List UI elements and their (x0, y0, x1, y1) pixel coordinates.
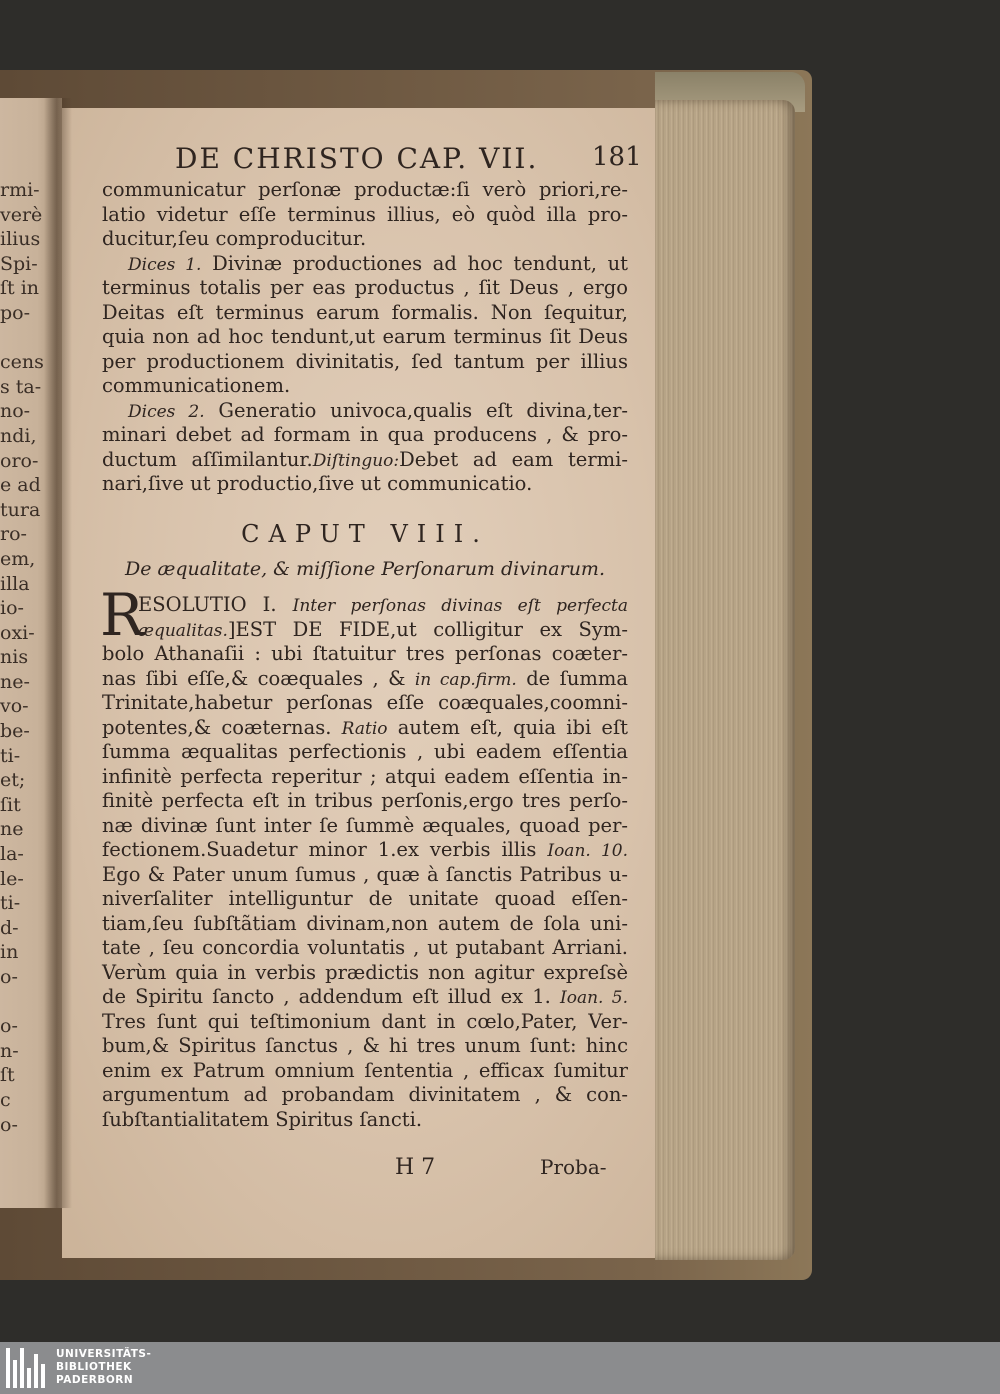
text-line (102, 838, 628, 863)
text-line: communicatur perſonæ productæ:ſi verò priori,re- (102, 178, 628, 201)
gutter-shadow (44, 98, 72, 1208)
text-line: communicationem. (102, 374, 291, 397)
left-fragment-line: o- (0, 1015, 18, 1038)
text-run: nas ſibi eſſe,& coæquales , & (102, 666, 406, 690)
library-name-line: PADERBORN (56, 1373, 134, 1386)
text-line: finitè perfecta eſt in tribus perſonis,ergo tres perſo- (102, 789, 628, 812)
text-run: fectionem.Suadetur minor 1.ex verbis illis (102, 838, 537, 861)
left-fragment-line: ndi, (0, 424, 37, 447)
left-fragment-line: no- (0, 400, 31, 423)
library-logo-icon (6, 1348, 46, 1388)
text-line: latio videtur eſſe terminus illius, eò quòd illa pro- (102, 202, 628, 226)
text-line: ſubſtantialitatem Spiritus ſancti. (102, 1107, 423, 1131)
left-fragment-line: ſit (0, 793, 21, 816)
left-fragment-line: oro- (0, 449, 39, 472)
text-run: ]EST DE FIDE,ut colligitur ex Sym- (227, 617, 628, 641)
text-line: Deitas eſt terminus earum formalis. Non ſequitur, (102, 300, 628, 324)
left-fragment-line: oxi- (0, 621, 35, 644)
left-fragment-line: Spi- (0, 252, 38, 275)
left-fragment-line: c (0, 1088, 11, 1111)
text-run: Generatio univoca,qualis eſt divina,ter- (218, 398, 628, 422)
text-run-italic: Ioan. 5. (560, 988, 629, 1008)
text-line (102, 399, 628, 424)
text-run-italic: Ratio (341, 718, 388, 739)
text-line: tiam,ſeu ſubſtãtiam divinam,non autem de ſola uni- (102, 911, 628, 935)
left-fragment-line: n- (0, 1039, 19, 1062)
left-fragment-line: la- (0, 843, 24, 866)
text-line: bolo Athanaſii : ubi ſtatuitur tres perſonas coæter- (102, 642, 628, 665)
left-fragment-line: ilius (0, 228, 41, 251)
text-line (102, 618, 628, 643)
text-block-main (102, 593, 628, 1132)
text-run-italic: in cap.firm. (414, 669, 517, 690)
chapter-subtitle: De æqualitate, & miſſione Perſonarum divinarum. (125, 558, 605, 580)
text-line: tate , ſeu concordia voluntatis , ut putabant Arriani. (102, 936, 628, 959)
text-block-top (102, 178, 628, 497)
dices-label: Dices 2. (128, 401, 205, 422)
library-name-line: BIBLIOTHEK (56, 1360, 132, 1373)
library-name (56, 1348, 151, 1386)
left-fragment-line: verè (0, 203, 43, 226)
text-line: infinitè perfecta reperitur ; atqui eadem eſſentia in- (102, 764, 628, 788)
left-fragment-line: vo- (0, 695, 29, 718)
text-run-italic: æqualitas. (138, 620, 228, 641)
signature-mark: H 7 (395, 1155, 436, 1180)
left-fragment-line: le- (0, 867, 24, 890)
library-footer (0, 1342, 1000, 1394)
left-fragment-line: o- (0, 1113, 18, 1136)
text-line (102, 593, 628, 618)
left-fragment-line: s ta- (0, 375, 42, 398)
text-run: potentes,& coæternas. (102, 715, 332, 739)
text-line: ſumma æqualitas perfectionis , ubi eadem eſſentia (102, 740, 628, 763)
text-line: Ego & Pater unum ſumus , quæ à ſanctis Patribus u- (102, 862, 628, 886)
text-line (102, 448, 628, 473)
left-fragment-line: em, (0, 547, 36, 570)
text-line: terminus totalis per eas productus , ſit Deus , ergo (102, 276, 628, 299)
drop-cap: R (100, 581, 144, 649)
left-fragment-line: ro- (0, 523, 27, 546)
text-run: Divinæ productiones ad hoc tendunt, ut (212, 251, 628, 275)
library-name-line: UNIVERSITÄTS- (56, 1348, 152, 1360)
text-run: autem eſt, quia ibi eſt (397, 715, 629, 739)
left-fragment-line: ſt in (0, 277, 40, 300)
text-line (102, 252, 628, 277)
text-line: enim ex Patrum omnium ſententia , efficax ſumitur (102, 1058, 628, 1082)
left-fragment-line: cens (0, 351, 44, 374)
text-line: Tres ſunt qui teſtimonium dant in cœlo,Pater, Ver- (102, 1009, 628, 1033)
text-run-italic: Diſtinguo: (312, 450, 400, 471)
running-head: DE CHRISTO CAP. VII. (175, 142, 539, 175)
left-fragment-line: io- (0, 597, 24, 620)
left-fragment-line: ne- (0, 670, 30, 693)
left-fragment-line: ſt (0, 1064, 15, 1087)
page-number: 181 (592, 142, 642, 172)
left-fragment-line (0, 990, 44, 1015)
left-fragment-line: o- (0, 966, 18, 988)
text-line (102, 985, 628, 1010)
text-line: quia non ad hoc tendunt,ut earum terminus ſit Deus (102, 325, 628, 348)
left-fragment-line: po- (0, 301, 31, 324)
text-line: niverſaliter intelliguntur de unitate quoad eſſen- (102, 887, 628, 910)
left-fragment-line: e ad (0, 474, 41, 497)
left-fragment-line: et; (0, 769, 26, 792)
text-run-italic: Ioan. 10. (547, 841, 628, 861)
text-line: minari debet ad formam in qua producens , & pro- (102, 423, 628, 446)
left-fragment-line: ti- (0, 892, 21, 915)
text-line: nari,ſive ut productio,ſive ut communicatio. (102, 472, 533, 495)
text-run-italic: Inter perſonas divinas eſt perfecta (292, 596, 628, 616)
text-line: Trinitate,habetur perſonas eſſe coæquales,coomni- (102, 691, 628, 714)
left-fragment-line: ti- (0, 744, 21, 767)
left-fragment-line: be- (0, 720, 30, 743)
text-line: bum,& Spiritus ſanctus , & hi tres unum ſunt: hinc (102, 1034, 628, 1057)
text-line (102, 667, 628, 692)
text-line: ducitur,ſeu comproducitur. (102, 227, 367, 250)
text-line: per productionem divinitatis, ſed tantum per illius (102, 349, 628, 373)
text-run: de Spiritu ſancto , addendum eſt illud ex 1. (102, 985, 551, 1008)
left-fragment-line: nis (0, 646, 29, 669)
left-fragment-line: illa (0, 572, 30, 595)
left-page-fragments (0, 178, 44, 1137)
left-fragment-line: in (0, 941, 19, 964)
left-fragment-line (0, 326, 44, 351)
text-run: Debet ad eam termi- (399, 447, 628, 471)
text-line: argumentum ad probandam divinitatem , & con- (102, 1083, 628, 1106)
catchword: Proba- (540, 1155, 607, 1179)
text-line: Verùm quia in verbis prædictis non agitur expreſsè (102, 960, 628, 984)
left-fragment-line: rmi- (0, 179, 40, 201)
text-run: de ſumma (526, 666, 628, 690)
fore-edge (655, 100, 795, 1260)
dices-label: Dices 1. (128, 254, 202, 275)
left-fragment-line: ne (0, 818, 24, 841)
text-run: ESOLUTIO I. (138, 593, 277, 616)
text-line: næ divinæ ſunt inter ſe ſummè æquales, quoad per- (102, 813, 628, 837)
text-line (102, 716, 628, 741)
text-run: ductum aſſimilantur. (102, 447, 313, 471)
left-fragment-line: tura (0, 498, 41, 521)
left-fragment-line: d- (0, 916, 19, 939)
chapter-title: CAPUT VIII. (241, 520, 489, 548)
